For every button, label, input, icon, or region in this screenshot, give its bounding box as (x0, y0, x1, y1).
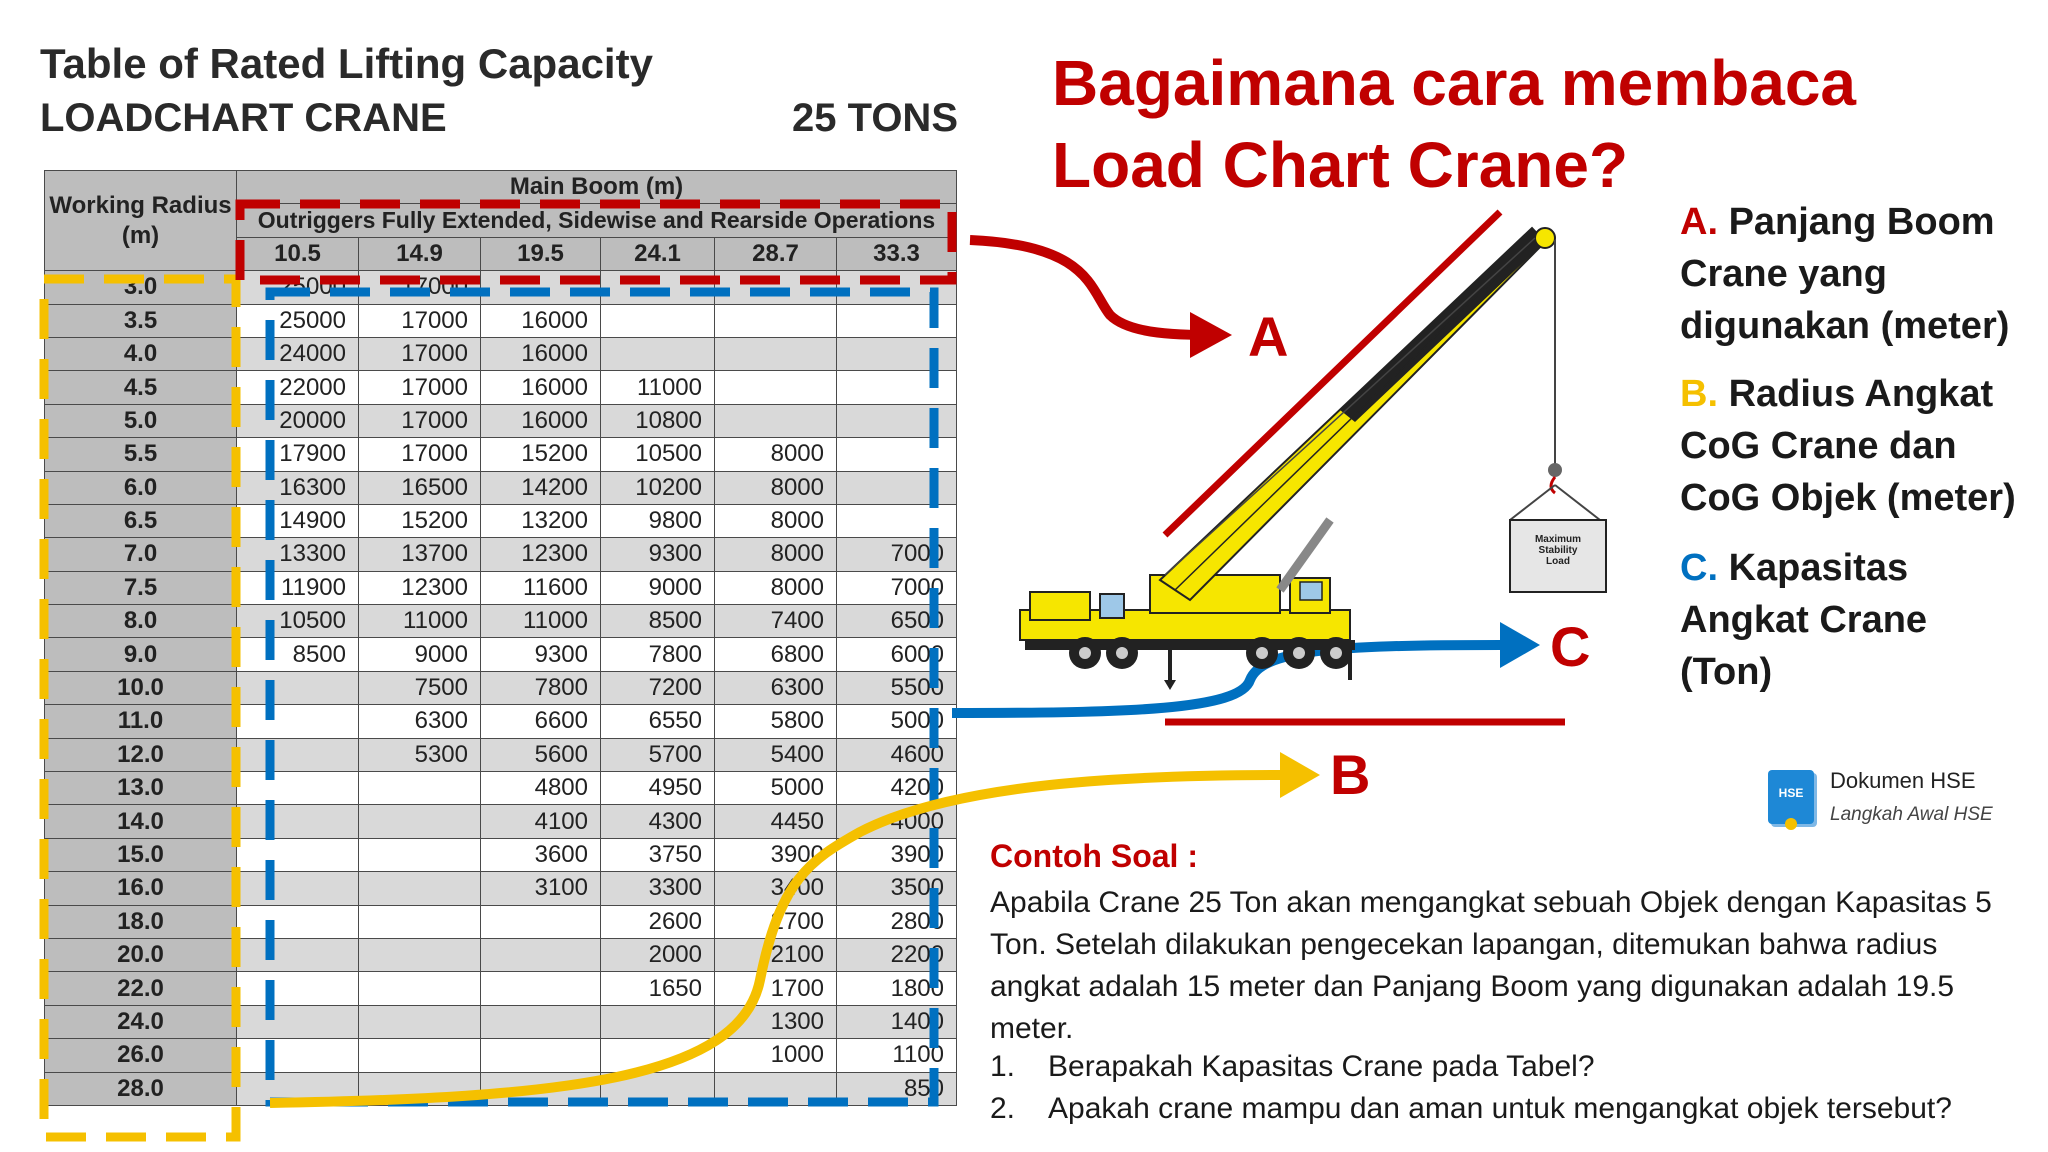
capacity-cell: 16000 (481, 337, 601, 370)
capacity-cell: 4450 (715, 805, 837, 838)
legend-c: C. Kapasitas Angkat Crane (Ton) (1680, 547, 1928, 693)
capacity-cell: 24000 (237, 337, 359, 370)
radius-cell: 14.0 (45, 805, 237, 838)
capacity-cell: 5000 (837, 705, 957, 738)
capacity-cell: 6600 (481, 705, 601, 738)
capacity-cell: 5600 (481, 738, 601, 771)
label-c: C (1550, 615, 1591, 678)
capacity-cell: 2800 (837, 905, 957, 938)
boom-highlight-box (240, 204, 952, 280)
radius-cell: 18.0 (45, 905, 237, 938)
capacity-cell: 2700 (715, 905, 837, 938)
capacity-cell: 8000 (715, 571, 837, 604)
capacity-cell: 7000 (837, 571, 957, 604)
capacity-cell: 6300 (359, 705, 481, 738)
capacity-cell: 4100 (481, 805, 601, 838)
boom-length-header: 19.5 (481, 237, 601, 270)
capacity-cell: 3600 (481, 838, 601, 871)
capacity-cell: 8500 (237, 638, 359, 671)
capacity-cell: 17000 (359, 337, 481, 370)
capacity-cell: 1400 (837, 1005, 957, 1038)
radius-cell: 26.0 (45, 1039, 237, 1072)
capacity-cell: 6000 (837, 638, 957, 671)
radius-cell: 9.0 (45, 638, 237, 671)
capacity-cell: 5400 (715, 738, 837, 771)
capacity-cell: 5800 (715, 705, 837, 738)
capacity-cell: 10800 (601, 404, 715, 437)
capacity-cell: 10500 (601, 438, 715, 471)
capacity-cell: 16500 (359, 471, 481, 504)
arrow-c (952, 645, 1500, 713)
brand-name: Dokumen HSE (1830, 768, 1976, 793)
capacity-cell: 17000 (359, 271, 481, 304)
capacity-cell: 7800 (481, 671, 601, 704)
legend-a: A. Panjang Boom Crane yang digunakan (meter) (1680, 201, 2010, 347)
table-title: Table of Rated Lifting Capacity (40, 40, 653, 87)
capacity-cell: 22000 (237, 371, 359, 404)
capacity-cell: 25000 (237, 304, 359, 337)
capacity-cell: 16000 (481, 404, 601, 437)
boom-length-header: 28.7 (715, 237, 837, 270)
capacity-cell: 2200 (837, 938, 957, 971)
capacity-cell: 9800 (601, 504, 715, 537)
question-2: 2. Apakah crane mampu dan aman untuk mengangkat objek tersebut? (990, 1092, 1952, 1125)
capacity-cell: 4000 (837, 805, 957, 838)
capacity-cell: 13200 (481, 504, 601, 537)
boom-header: Main Boom (m) (237, 171, 957, 204)
badge-seal-icon (1785, 818, 1797, 830)
capacity-cell: 11000 (601, 371, 715, 404)
brand-tagline: Langkah Awal HSE (1830, 804, 1993, 825)
capacity-cell: 12300 (359, 571, 481, 604)
capacity-cell: 3750 (601, 838, 715, 871)
capacity-cell: 14900 (237, 504, 359, 537)
capacity-cell: 25000 (237, 271, 359, 304)
hse-book-icon: HSE (1768, 770, 1814, 824)
capacity-cell: 8000 (715, 471, 837, 504)
label-b: B (1330, 743, 1371, 806)
radius-cell: 4.0 (45, 337, 237, 370)
radius-header: Working Radius (m) (45, 171, 237, 271)
capacity-cell: 5000 (715, 772, 837, 805)
crane-illustration (1020, 228, 1606, 690)
radius-cell: 3.0 (45, 271, 237, 304)
capacity-cell: 3500 (837, 872, 957, 905)
main-question: Bagaimana cara membaca Load Chart Crane? (1052, 47, 1856, 201)
capacity-cell: 1700 (715, 972, 837, 1005)
capacity-cell: 6550 (601, 705, 715, 738)
capacity-cell: 8000 (715, 538, 837, 571)
capacity-cell: 11900 (237, 571, 359, 604)
example-title: Contoh Soal : (990, 838, 1198, 874)
arrow-a-head (1190, 312, 1232, 358)
capacity-cell: 9000 (601, 571, 715, 604)
radius-highlight-box (44, 279, 236, 1137)
capacity-cell: 4600 (837, 738, 957, 771)
capacity-cell: 2100 (715, 938, 837, 971)
capacity-cell: 4800 (481, 772, 601, 805)
capacity-cell: 1000 (715, 1039, 837, 1072)
capacity-cell: 7800 (601, 638, 715, 671)
capacity-cell: 3300 (601, 872, 715, 905)
radius-cell: 6.0 (45, 471, 237, 504)
radius-cell: 5.5 (45, 438, 237, 471)
capacity-cell: 14200 (481, 471, 601, 504)
example-body: Apabila Crane 25 Ton akan mengangkat sebuah Objek dengan Kapasitas 5 Ton. Setelah dilakukan pengecekan lapangan, ditemukan bahwa radius angkat adalah 15 meter dan Panjang Boom yang digunakan adalah 19.5 meter. (990, 886, 1992, 1045)
capacity-cell: 10200 (601, 471, 715, 504)
capacity-cell: 7500 (359, 671, 481, 704)
radius-cell: 16.0 (45, 872, 237, 905)
capacity-highlight-box (270, 292, 934, 1102)
capacity-cell: 1100 (837, 1039, 957, 1072)
capacity-cell: 3400 (715, 872, 837, 905)
capacity-cell: 11000 (359, 605, 481, 638)
capacity-cell: 5700 (601, 738, 715, 771)
capacity-cell: 13700 (359, 538, 481, 571)
capacity-cell: 10500 (237, 605, 359, 638)
radius-cell: 24.0 (45, 1005, 237, 1038)
capacity-cell: 7000 (837, 538, 957, 571)
capacity-cell: 16000 (481, 304, 601, 337)
capacity-cell: 17000 (359, 404, 481, 437)
radius-cell: 6.5 (45, 504, 237, 537)
capacity-cell: 16300 (237, 471, 359, 504)
radius-cell: 12.0 (45, 738, 237, 771)
table-subtitle: LOADCHART CRANE (40, 96, 447, 140)
capacity-cell: 3900 (715, 838, 837, 871)
capacity-cell: 15200 (481, 438, 601, 471)
radius-cell: 7.0 (45, 538, 237, 571)
capacity-cell: 13300 (237, 538, 359, 571)
radius-cell: 15.0 (45, 838, 237, 871)
label-a: A (1248, 305, 1289, 368)
capacity-cell: 6500 (837, 605, 957, 638)
capacity-cell: 4300 (601, 805, 715, 838)
radius-cell: 4.5 (45, 371, 237, 404)
boom-length-line (1165, 212, 1500, 535)
boom-length-header: 10.5 (237, 237, 359, 270)
capacity-cell: 2600 (601, 905, 715, 938)
capacity-cell: 4200 (837, 772, 957, 805)
radius-cell: 20.0 (45, 938, 237, 971)
radius-cell: 22.0 (45, 972, 237, 1005)
capacity-cell: 850 (837, 1072, 957, 1105)
arrow-b-head (1280, 752, 1320, 798)
capacity-cell: 15200 (359, 504, 481, 537)
radius-cell: 5.0 (45, 404, 237, 437)
capacity-cell: 12300 (481, 538, 601, 571)
operations-header: Outriggers Fully Extended, Sidewise and Rearside Operations (237, 204, 957, 237)
capacity-cell: 3100 (481, 872, 601, 905)
capacity-cell: 1650 (601, 972, 715, 1005)
capacity-cell: 11600 (481, 571, 601, 604)
boom-length-header: 14.9 (359, 237, 481, 270)
radius-cell: 10.0 (45, 671, 237, 704)
capacity-cell: 4950 (601, 772, 715, 805)
radius-cell: 7.5 (45, 571, 237, 604)
capacity-cell: 6800 (715, 638, 837, 671)
radius-cell: 28.0 (45, 1072, 237, 1105)
boom-length-header: 33.3 (837, 237, 957, 270)
capacity-cell: 20000 (237, 404, 359, 437)
capacity-cell: 17000 (359, 304, 481, 337)
capacity-cell: 17000 (359, 438, 481, 471)
radius-cell: 8.0 (45, 605, 237, 638)
capacity-cell: 7400 (715, 605, 837, 638)
capacity-cell: 6300 (715, 671, 837, 704)
capacity-cell: 5500 (837, 671, 957, 704)
capacity-cell: 11000 (481, 605, 601, 638)
legend-b: B. Radius Angkat CoG Crane dan CoG Objek (meter) (1680, 373, 2016, 519)
radius-cell: 3.5 (45, 304, 237, 337)
capacity-cell: 9000 (359, 638, 481, 671)
radius-cell: 11.0 (45, 705, 237, 738)
question-1: 1. Berapakah Kapasitas Crane pada Tabel? (990, 1050, 1595, 1083)
capacity-cell: 7200 (601, 671, 715, 704)
boom-length-header: 24.1 (601, 237, 715, 270)
capacity-cell: 8000 (715, 438, 837, 471)
load-box-label: Maximum Stability Load (1534, 534, 1582, 567)
capacity-cell: 5300 (359, 738, 481, 771)
capacity-cell: 17900 (237, 438, 359, 471)
capacity-cell: 8000 (715, 504, 837, 537)
arrow-c-head (1500, 622, 1540, 668)
capacity-cell: 3900 (837, 838, 957, 871)
capacity-cell: 8500 (601, 605, 715, 638)
capacity-cell: 1300 (715, 1005, 837, 1038)
capacity-cell: 1800 (837, 972, 957, 1005)
capacity-cell: 2000 (601, 938, 715, 971)
radius-cell: 13.0 (45, 772, 237, 805)
capacity-cell: 16000 (481, 371, 601, 404)
capacity-cell: 9300 (481, 638, 601, 671)
arrow-a (970, 240, 1220, 335)
crane-capacity: 25 TONS (792, 96, 958, 140)
capacity-cell: 9300 (601, 538, 715, 571)
capacity-cell: 17000 (359, 371, 481, 404)
